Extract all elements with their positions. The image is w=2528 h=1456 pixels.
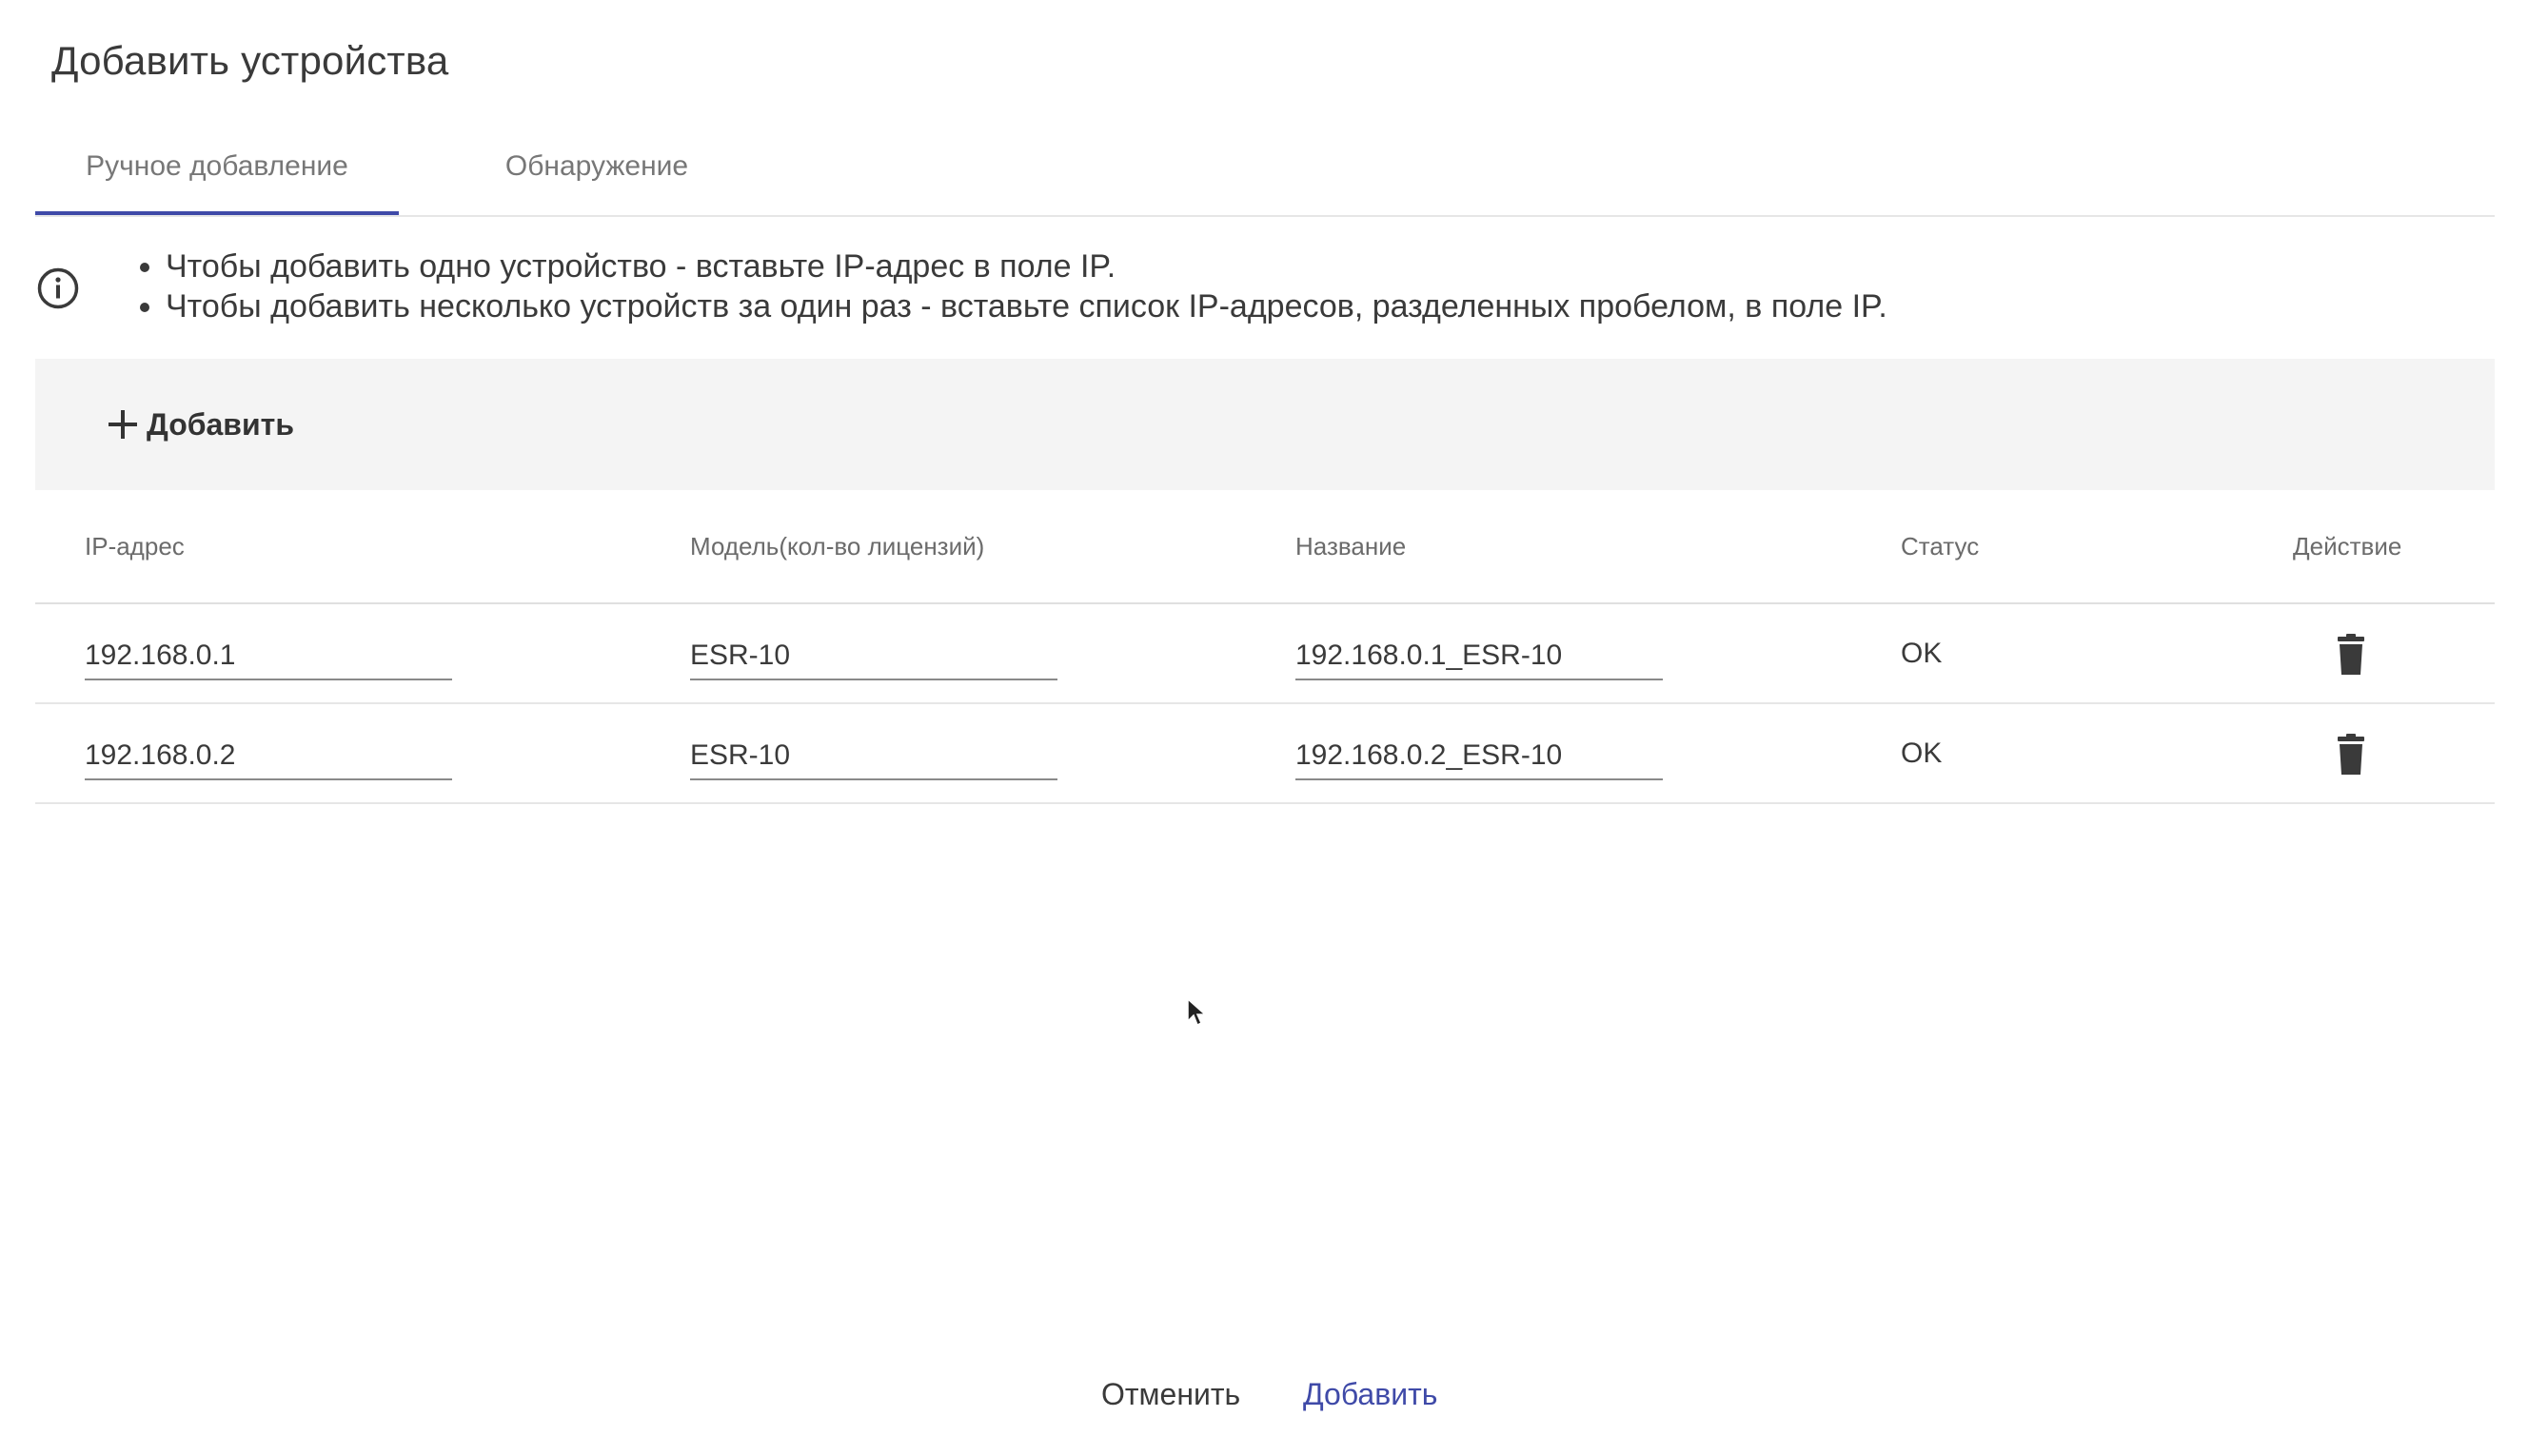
column-header-action: Действие xyxy=(2293,532,2402,561)
table-toolbar xyxy=(35,359,2495,490)
ip-address-input[interactable] xyxy=(85,733,452,780)
info-hint-multiple: • Чтобы добавить несколько устройств за один раз - вставьте список IP-адресов, разделенных пробелом, в поле IP. xyxy=(166,286,1887,326)
trash-icon[interactable] xyxy=(2329,733,2373,777)
submit-add-button[interactable]: Добавить xyxy=(1303,1377,1438,1411)
add-row-button[interactable] xyxy=(107,397,294,452)
ip-address-input[interactable] xyxy=(85,633,452,680)
device-name-input[interactable] xyxy=(1295,633,1663,680)
tab-bar xyxy=(35,133,2495,217)
column-header-ip: IP-адрес xyxy=(85,532,185,561)
trash-icon[interactable] xyxy=(2329,633,2373,677)
info-hint-single: • Чтобы добавить одно устройство - вставьте IP-адрес в поле IP. xyxy=(166,246,1887,286)
table-row xyxy=(35,604,2495,704)
devices-table xyxy=(35,490,2495,804)
info-icon xyxy=(36,266,80,310)
plus-icon xyxy=(107,408,139,441)
dialog-title: Добавить устройства xyxy=(51,38,449,83)
model-input[interactable] xyxy=(690,633,1057,680)
device-name-input[interactable] xyxy=(1295,733,1663,780)
mouse-cursor-icon xyxy=(1187,998,1206,1027)
table-header xyxy=(35,490,2495,604)
table-row xyxy=(35,704,2495,804)
tab-manual-add[interactable]: Ручное добавление xyxy=(35,133,399,215)
column-header-status: Статус xyxy=(1901,532,1980,561)
cancel-button[interactable]: Отменить xyxy=(1101,1377,1241,1411)
tab-discovery[interactable]: Обнаружение xyxy=(504,150,689,182)
info-hints xyxy=(139,246,1887,326)
model-input[interactable] xyxy=(690,733,1057,780)
add-row-label: Добавить xyxy=(147,406,294,442)
status-value: OK xyxy=(1901,738,1943,769)
column-header-model: Модель(кол-во лицензий) xyxy=(690,532,985,561)
column-header-name: Название xyxy=(1295,532,1407,561)
status-value: OK xyxy=(1901,638,1943,669)
